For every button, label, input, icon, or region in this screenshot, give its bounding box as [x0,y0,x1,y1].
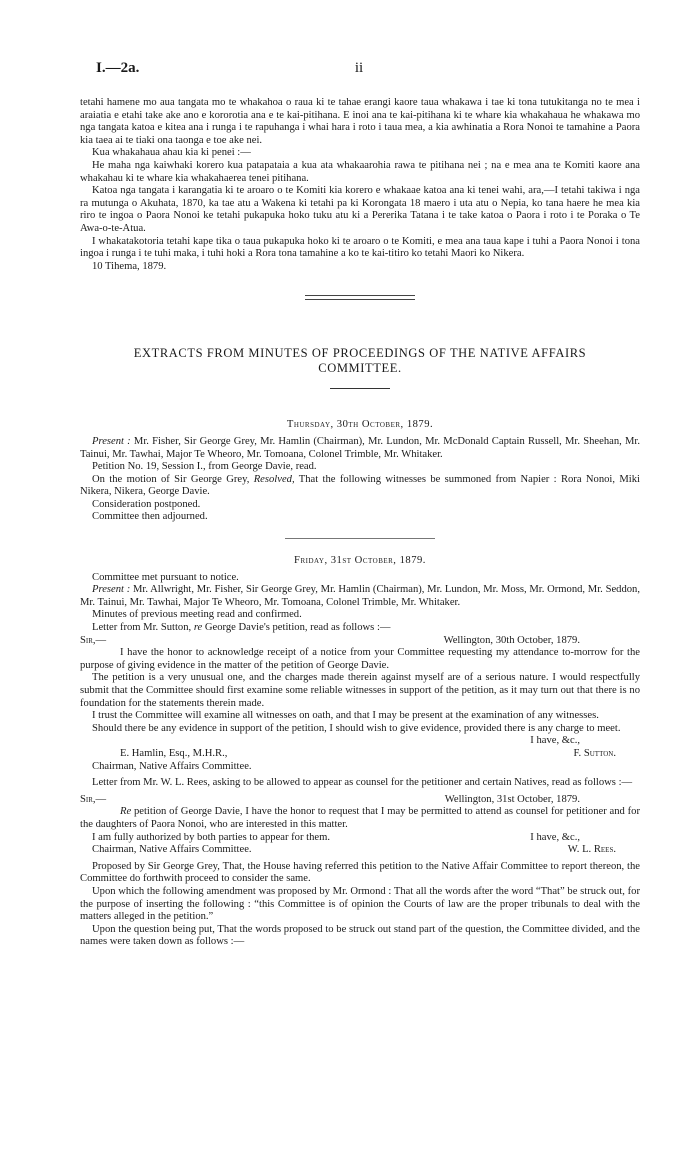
motion-text: On the motion of Sir George Grey, [92,473,250,485]
letter2-signer: W. L. Rees. [567,844,616,856]
letter2-salutation: Sir,— [80,793,107,805]
letter1-paragraph-4: Should there be any evidence in support of the petition, I should wish to give evidence, provided there is any charge to meet. [92,722,621,734]
letter1-salutation: Sir,— [80,634,107,646]
thursday-petition-read: Petition No. 19, Session I., from George Davie, read. [92,461,317,473]
friday-members: Mr. Allwright, Mr. Fisher, Sir George Grey, Mr. Hamlin (Chairman), Mr. Lundon, Mr. Moss, Mr. Ormond, Mr. Seddon, Mr. Tainui, Mr. Tawhai, Major Te Wheoro, Mr. Tomoana, Colonel Trimble, Mr. Whitaker. [80,584,640,608]
maori-paragraph-3: He maha nga kaiwhaki korero kua patapataia a kua ata whakaarohia rawa te pitihana nei ; na e mea ana te Komiti kaore ana whakahau ki te whare kia whakahaerea tenei pitihana. [80,159,640,184]
section-title: EXTRACTS FROM MINUTES OF PROCEEDINGS OF THE NATIVE AFFAIRS COMMITTEE. [133,346,587,376]
maori-paragraph-4: Katoa nga tangata i karangatia ki te aroaro o te Komiti kia korero e whakaae katoa ana ki tenei wahi, ara,—I tetahi takiwa i nga ra mutunga o Akuhata, 1870, ka tae atu a Wakena ki tetahi pa ki Korongata 18 maero i uta atu o Nepia, ko tana haere he mea kia riro te ingoa o Paora Nonoi ke tetahi pukapuka hoko tuku atu ki a Pererika Tatana i te take katoa o Paora i roto i te Poraka o Te Awa-o-te-Atua. [80,185,640,234]
resolution-text: That the following witnesses be summoned from Napier : Rora Nonoi, Miki Nikera, Nikera, George Davie. [80,473,640,498]
letter2-paragraph-1: Re petition of George Davie, I have the honor to request that I may be permitted to attend as counsel for petitioner and for the daughters of Paora Nonoi, who are interested in this matter. [80,806,640,830]
letter1-place-date: Wellington, 30th October, 1879. [443,634,580,646]
letter2-place-date: Wellington, 31st October, 1879. [444,793,580,805]
page-content [80,97,640,949]
friday-sutton-letter-intro: Letter from Mr. Sutton, re George Davie's petition, read as follows :— [92,622,391,634]
amendment-paragraph: Upon which the following amendment was proposed by Mr. Ormond : That all the words after the word “That” be struck out, for the purpose of inserting the following : “this Committee is of opinion the Courts of law are the proper tribunals to deal with the matters alleged in the petition.” [80,885,640,923]
friday-rees-letter-intro: Letter from Mr. W. L. Rees, asking to be allowed to appear as counsel for the petitioner and certain Natives, read as follows :— [92,777,633,789]
letter1-closing: I have, &c., [530,735,580,747]
maori-paragraph-5: I whakatakotoria tetahi kape tika o taua pukapuka hoko ki te aroaro o te Komiti, e mea ana taua kape i tuhi a Paora Nonoi i tona ingoa i runga i te tuhi maka, i tuhi hoki a Rora tona tamahine a ko te kai-titiro ko tetahi Maori ko Nikera. [80,235,640,260]
letter2-closing: I have, &c., [530,831,580,843]
title-rule [330,388,390,389]
document-reference: I.—2a. [96,60,140,76]
present-label: Present : [92,435,131,447]
friday-minutes-confirmed: Minutes of previous meeting read and confirmed. [92,609,302,621]
letter1-paragraph-2: The petition is a very unusual one, and the charges made therein against myself are of a serious nature. I would respectfully submit that the Committee should first examine some reliable witnesses in support of the petition, as it may turn out that there is no foundation for the statements therein made. [80,672,640,709]
thursday-present [80,436,640,461]
thursday-members: Mr. Fisher, Sir George Grey, Mr. Hamlin (Chairman), Mr. Lundon, Mr. McDonald Captain Russell, Mr. Sheehan, Mr. Tainui, Mr. Tawhai, Major Te Wheoro, Mr. Tomoana, Colonel Trimble, Mr. Whitaker. [80,435,640,460]
friday-met: Committee met pursuant to notice. [92,571,239,583]
maori-paragraph-1: tetahi hamene mo aua tangata mo te whakahoa o raua ki te tahae erangi kaore taua whakawa i tae ki tona tutukitanga no te mea i araiatia e etahi take ake ano e kororotia ana e te kai-pitihana. E inoi ana te kai-pitihana ki te whare kia whakahaua he whakawa mo nga tangata katoa e kitea ana i runga i te rapuhanga i whai hara i roto i taua mea, a kia awhinatia a Rora Nonoi te tamahine a Paora kia taea ai te tiaki ona taonga e toe ake nei. [80,97,640,146]
letter2-chairman: Chairman, Native Affairs Committee. [92,844,252,856]
letter1-signer: F. Sutton. [573,747,616,759]
maori-date: 10 Tihema, 1879. [92,260,167,272]
letter1-salutation-line [80,635,640,648]
letter2-salutation-line [80,794,640,807]
friday-present [80,584,640,609]
letter2-signature-line [80,844,640,857]
letter2-authorized-line [80,832,640,845]
letter2-paragraph-2: I am fully authorized by both parties to appear for them. [92,831,330,843]
proposal-paragraph: Proposed by Sir George Grey, That, the House having referred this petition to the Native Affair Committee to report thereon, the Committee do forthwith proceed to consider the same. [80,860,640,885]
thursday-resolution [80,474,640,499]
thursday-adjourned: Committee then adjourned. [92,511,208,523]
page-number: ii [354,60,364,76]
letter1-chairman: Chairman, Native Affairs Committee. [92,760,252,772]
day-divider [285,538,435,539]
maori-paragraph-2: Kua whakahaua ahau kia ki penei :— [92,147,251,159]
division-paragraph: Upon the question being put, That the words proposed to be struck out stand part of the question, the Committee divided, and the names were taken down as follows :— [80,923,640,948]
page-header [96,60,622,80]
section-divider [305,295,415,300]
letter1-paragraph-3: I trust the Committee will examine all witnesses on oath, and that I may be present at the examination of any witnesses. [92,710,599,722]
thursday-postponed: Consideration postponed. [92,498,201,510]
friday-heading: Friday, 31st October, 1879. [294,555,426,567]
letter1-addressee: E. Hamlin, Esq., M.H.R., [120,747,228,759]
thursday-heading: Thursday, 30th October, 1879. [286,419,434,431]
letter1-paragraph-1: I have the honor to acknowledge receipt of a notice from your Committee requesting my attendance to-morrow for the purpose of giving evidence in the matter of the petition of George Davie. [80,647,640,671]
present-label: Present : [92,584,131,596]
letter1-signature-line [80,748,640,761]
resolved-label: Resolved, [253,473,295,485]
